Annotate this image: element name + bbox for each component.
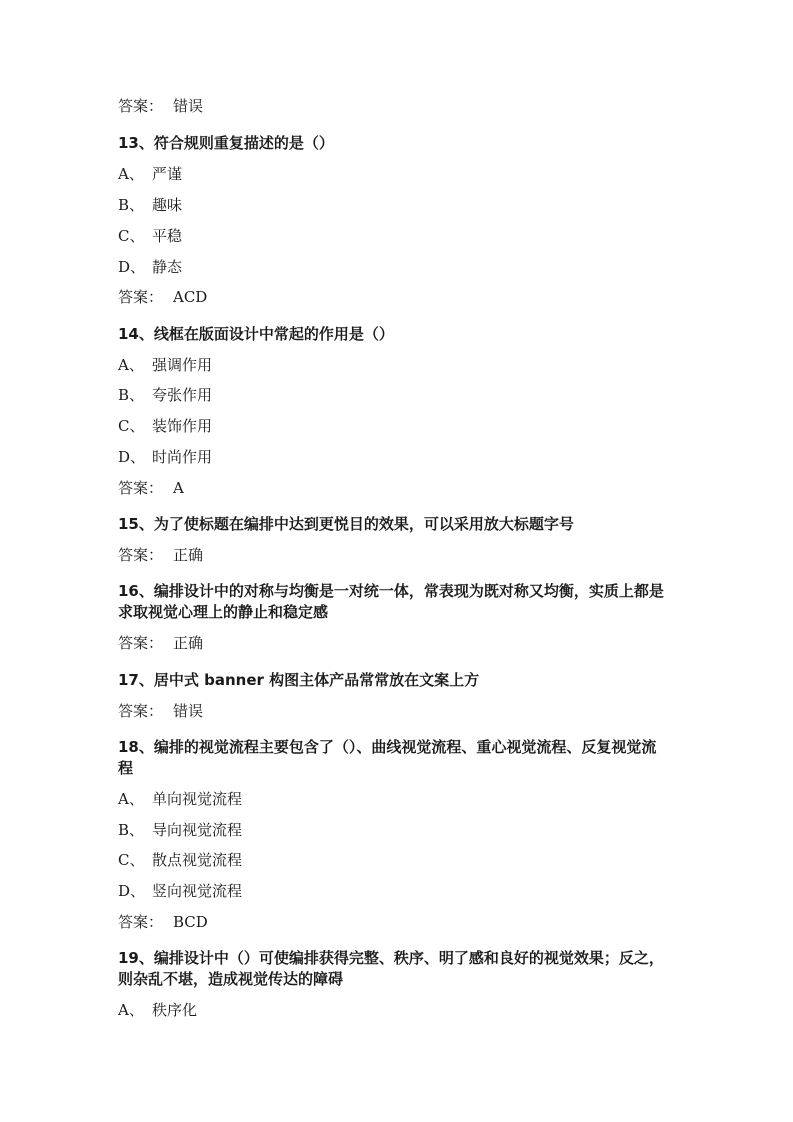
- option-d: [118, 446, 678, 468]
- answer-label: 答案：: [118, 479, 164, 497]
- question-18: 18、编排的视觉流程主要包含了（）、曲线视觉流程、重心视觉流程、反复视觉流程: [118, 738, 657, 777]
- option-d: [118, 880, 678, 902]
- option-text: 秩序化: [152, 1001, 198, 1019]
- question-15: 15、为了使标题在编排中达到更悦目的效果，可以采用放大标题字号: [118, 515, 574, 533]
- option-text: 装饰作用: [152, 417, 213, 435]
- question-16: 16、编排设计中的对称与均衡是一对统一体，常表现为既对称又均衡，实质上都是求取视觉心理上的静止和稳定感: [118, 582, 664, 621]
- question-14: 14、线框在版面设计中常起的作用是（）: [118, 325, 394, 343]
- answer-line: [118, 700, 678, 722]
- option-a: [118, 354, 678, 376]
- question-17: 17、居中式 banner 构图主体产品常常放在文案上方: [118, 671, 480, 689]
- option-c: [118, 849, 678, 871]
- option-a: [118, 163, 678, 185]
- answer-line: [118, 477, 678, 499]
- answer-label: 答案：: [118, 546, 164, 564]
- answer-line: [118, 544, 678, 566]
- option-letter: A、: [118, 165, 144, 183]
- option-letter: D、: [118, 882, 146, 900]
- answer-label: 答案：: [118, 634, 164, 652]
- option-c: [118, 415, 678, 437]
- option-letter: C、: [118, 851, 145, 869]
- option-b: [118, 384, 678, 406]
- option-text: 夸张作用: [152, 386, 213, 404]
- answer-value: 错误: [173, 702, 204, 720]
- question-19: 19、编排设计中（）可使编排获得完整、秩序、明了感和良好的视觉效果；反之，则杂乱不堪，造成视觉传达的障碍: [118, 949, 664, 988]
- option-letter: A、: [118, 356, 144, 374]
- option-a: [118, 999, 678, 1021]
- option-text: 严谨: [152, 165, 183, 183]
- option-text: 强调作用: [152, 356, 213, 374]
- option-text: 散点视觉流程: [152, 851, 243, 869]
- answer-value: BCD: [173, 913, 208, 931]
- option-text: 静态: [152, 258, 183, 276]
- option-b: [118, 819, 678, 841]
- option-b: [118, 194, 678, 216]
- option-text: 时尚作用: [152, 448, 213, 466]
- answer-line: [118, 95, 678, 117]
- answer-label: 答案：: [118, 913, 164, 931]
- option-text: 平稳: [152, 227, 183, 245]
- option-text: 趣味: [152, 196, 183, 214]
- option-letter: B、: [118, 386, 145, 404]
- answer-label: 答案：: [118, 702, 164, 720]
- option-letter: D、: [118, 258, 146, 276]
- answer-line: [118, 632, 678, 654]
- answer-value: 正确: [173, 634, 204, 652]
- option-c: [118, 225, 678, 247]
- option-text: 竖向视觉流程: [152, 882, 243, 900]
- option-letter: B、: [118, 196, 145, 214]
- answer-value: 错误: [173, 97, 204, 115]
- option-d: [118, 256, 678, 278]
- answer-value: 正确: [173, 546, 204, 564]
- option-a: [118, 788, 678, 810]
- option-letter: C、: [118, 227, 145, 245]
- question-13: 13、符合规则重复描述的是（）: [118, 134, 334, 152]
- answer-label: 答案：: [118, 97, 164, 115]
- answer-line: [118, 911, 678, 933]
- option-letter: D、: [118, 448, 146, 466]
- option-letter: C、: [118, 417, 145, 435]
- option-letter: B、: [118, 821, 145, 839]
- option-letter: A、: [118, 1001, 144, 1019]
- option-text: 单向视觉流程: [152, 790, 243, 808]
- answer-label: 答案：: [118, 288, 164, 306]
- option-letter: A、: [118, 790, 144, 808]
- answer-value: A: [173, 479, 184, 497]
- answer-line: [118, 286, 678, 308]
- option-text: 导向视觉流程: [152, 821, 243, 839]
- answer-value: ACD: [173, 288, 208, 306]
